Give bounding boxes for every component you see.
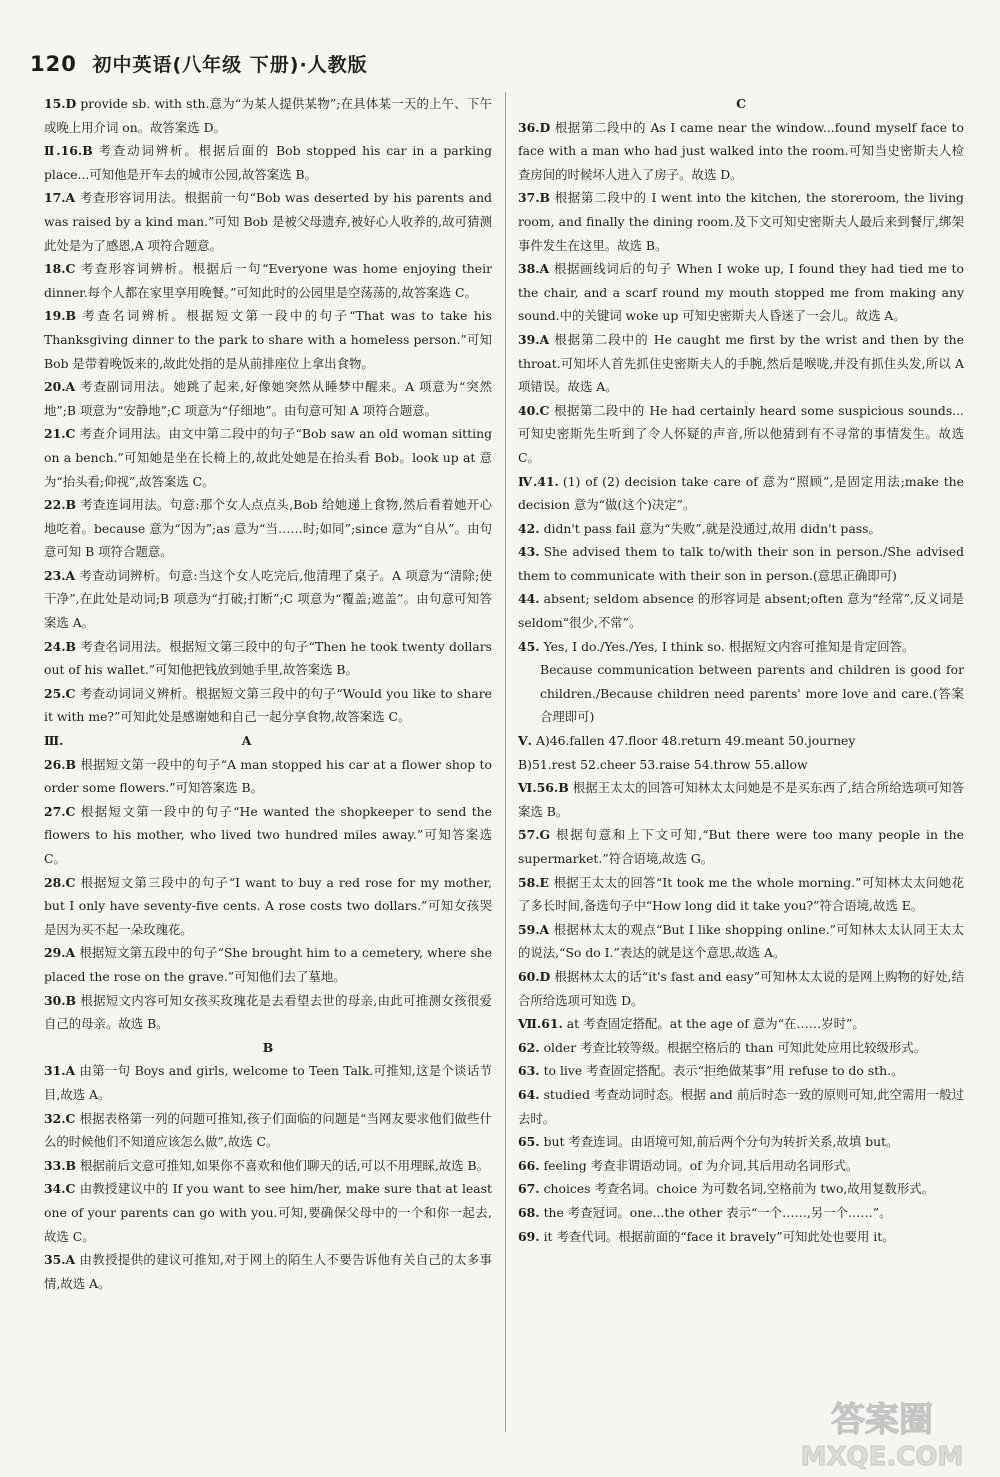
answer-text: 根据短文第五段中的句子“She brought him to a cemetery, where she placed the rose on the grave.”可知他们去了墓地。 [44,945,492,984]
answer-text: 考查名词用法。根据短文第三段中的句子“Then he took twenty dollars out of his wallet.”可知他把钱放到她手里,故答案选 B。 [44,638,492,678]
answer-entry [44,989,492,1036]
answer-number: 17.A [44,190,76,206]
answer-entry [44,375,492,422]
answer-number: 19.B [44,308,77,324]
answer-number: 33.B [44,1157,77,1173]
answer-entry [518,1083,964,1130]
answer-entry [518,1130,964,1154]
answer-text: 考查形容词辨析。根据后一句“Everyone was home enjoying their dinner.每个人都在家里享用晚餐。”可知此时的公园里是空荡荡的,故答案选 C。 [44,261,492,300]
answer-number: 20.A [44,379,76,395]
answer-entry [518,328,964,399]
answer-text: 根据表格第一列的问题可推知,孩子们面临的问题是“当网友要求他们做些什么的时候他们不知道应该怎么做”,故选 C。 [44,1110,492,1150]
answer-entry [44,422,492,493]
answer-entry [44,729,492,753]
answer-entry [518,729,964,753]
answer-text: 考查介词用法。由文中第二段中的句子“Bob saw an old woman sitting on a bench.”可知她是坐在长椅上的,故此处她是在抬头看 Bob。look up at 意为“抬头看;仰视”,故答案选 C。 [44,426,492,489]
answer-text: 由第一句 Boys and girls, welcome to Teen Talk.可推知,这是个谈话节目,故选 A。 [44,1063,492,1102]
answer-text: to live 考查固定搭配。表示“拒绝做某事”用 refuse to do sth.。 [543,1063,904,1079]
answer-text: 根据短文第一段中的句子“A man stopped his car at a flower shop to order some flowers.”可知答案选 B。 [44,756,492,796]
answer-entry [44,564,492,635]
answer-entry [44,1107,492,1154]
answer-number: 43. [518,544,540,560]
answer-number: 29.A [44,945,76,961]
answer-number: Ⅵ.56.B [518,780,569,796]
answer-text: provide sb. with sth.意为“为某人提供某物”;在具体某一天的上午、下午或晚上用介词 on。故答案选 D。 [44,96,492,135]
answer-entry [518,1154,964,1178]
answer-number: 25.C [44,685,76,701]
answer-number: 37.B [518,190,551,206]
answer-number: 58.E [518,874,550,890]
answer-entry [44,186,492,257]
answer-number: 22.B [44,497,77,513]
answer-entry [44,941,492,988]
page-header [30,50,368,77]
answer-text: 考查名词辨析。根据短文第一段中的句子“That was to take his Thanksgiving dinner to the park to share with a homeless person.”可知 Bob 是带着晚饭来的,故此处指的是从前排座位上拿出食物。 [44,308,492,371]
answer-text: 根据句意和上下文可知,“But there were too many people in the supermarket.”符合语境,故选 G。 [518,827,964,866]
answer-text: 考查动词词义辨析。根据短文第三段中的句子“Would you like to share it with me?”可知此处是感谢她和自己一起分享食物,故答案选 C。 [44,685,492,725]
answer-number: 21.C [44,426,76,442]
answer-number: 66. [518,1157,540,1173]
answer-text: at 考查固定搭配。at the age of 意为“在……岁时”。 [566,1016,865,1032]
answer-entry [518,1201,964,1225]
section-heading: C [736,96,746,111]
answer-entry [44,753,492,800]
answer-entry [518,186,964,257]
answer-number: 18.C [44,261,76,277]
answer-number: 36.D [518,119,551,135]
answer-entry [44,800,492,871]
answer-text: 根据第二段中的 He caught me first by the wrist and then by the throat.可知坏人首先抓住史密斯夫人的手腕,然后是喉咙,并没有抓住头发,所以 A 项错误。故选 A。 [518,331,964,395]
answer-text: studied 考查动词时态。根据 and 前后时态一致的原则可知,此空需用一般过去时。 [518,1086,964,1126]
answer-text: didn't pass fail 意为“失败”,就是没通过,故用 didn't pass。 [543,520,881,536]
answer-text: but 考查连词。由语境可知,前后两个分句为转折关系,故填 but。 [543,1134,899,1150]
answer-number: 23.A [44,567,76,583]
answer-text: older 考查比较等级。根据空格后的 than 可知此处应用比较级形式。 [543,1039,927,1055]
answer-text: B)51.rest 52.cheer 53.raise 54.throw 55.allow [518,756,808,772]
answer-entry [518,1177,964,1201]
answer-number: 60.D [518,968,551,984]
answer-number: 67. [518,1181,540,1197]
watermark-logo [772,1393,992,1473]
answer-entry [44,1059,492,1106]
answer-entry [44,1177,492,1248]
answer-entry [518,587,964,634]
answer-entry [44,1248,492,1295]
answer-text: 考查动词辨析。句意:当这个女人吃完后,他清理了桌子。A 项意为“清除;使干净”,在此处是动词;B 项意为“打破;打断”;C 项意为“覆盖;遮盖”。由句意可知答案选 A。 [44,567,492,631]
answer-number: 32.C [44,1110,76,1126]
answer-entry [44,304,492,375]
answer-text: A)46.fallen 47.floor 48.return 49.meant 50.journey [535,733,856,749]
section-heading: A [241,733,252,749]
answer-entry [518,399,964,470]
answer-number: 65. [518,1134,540,1150]
answer-number: 68. [518,1204,540,1220]
answer-entry [518,871,964,918]
answer-text: 由教授建议中的 If you want to see him/her, make sure that at least one of your parents can go with you.可知,要确保父母中的一个和你一起去,故选 C。 [44,1181,492,1244]
answer-text: absent; seldom absence 的形容词是 absent;often 意为“经常”,反义词是 seldom“很少,不常”。 [518,591,964,631]
answer-entry [518,470,964,517]
answer-number: 30.B [44,992,77,1008]
answer-entry [518,116,964,187]
answer-entry [518,257,964,328]
answer-number: 69. [518,1228,540,1244]
answer-entry [518,1012,964,1036]
answer-text: Yes, I do./Yes./Yes, I think so. 根据短文内容可推知是肯定回答。 [543,638,915,654]
answer-text: She advised them to talk to/with their son in person./She advised them to communicate with their son in person.(意思正确即可) [518,544,964,583]
answer-number: 40.C [518,402,550,418]
left-column [44,92,492,1295]
answer-entry [44,635,492,682]
answer-text: Because communication between parents and children is good for children./Because children need parents' more love and care.(答案合理即可) [540,662,964,725]
answer-text: 根据短文内容可知女孩买玫瑰花是去看望去世的母亲,由此可推测女孩很爱自己的母亲。故选 B。 [44,992,492,1032]
answer-entry [44,1154,492,1178]
answer-text: it 考查代词。根据前面的“face it bravely”可知此处也要用 it。 [543,1228,895,1244]
answer-entry [518,658,964,729]
answer-number: 34.C [44,1181,76,1197]
answer-entry [44,493,492,564]
answer-entry [44,139,492,186]
answer-number: 35.A [44,1252,76,1268]
answer-text: 由教授提供的建议可推知,对于网上的陌生人不要告诉他有关自己的太多事情,故选 A。 [44,1252,492,1291]
answer-text: 根据林太太的话“it's fast and easy”可知林太太说的是网上购物的好处,结合所给选项可知选 D。 [518,968,964,1008]
answer-number: Ⅱ.16.B [44,143,93,159]
answer-text: 根据前后文意可推知,如果你不喜欢和他们聊天的话,可以不用理睬,故选 B。 [80,1157,490,1173]
answer-entry [518,753,964,777]
book-title: 初中英语(八年级 下册)·人教版 [92,54,368,76]
answer-number: 63. [518,1063,540,1079]
answer-number: 57.G [518,827,551,843]
answer-entry [518,540,964,587]
answer-number: Ⅳ.41. [518,473,559,489]
answer-entry [44,92,492,139]
answer-number: 31.A [44,1063,76,1079]
section-heading: B [262,1039,274,1055]
answer-text: 根据短文第三段中的句子“I want to buy a red rose for my mother, but I only have seventy-five cents. A rose costs two dollars.”可知女孩哭是因为买不起一朵玫瑰花。 [44,874,492,937]
answer-text: 根据王太太的回答“It took me the whole morning.”可知林太太问她花了多长时间,备选句子中“How long did it take you?”符合语境,故选 E。 [518,874,964,914]
svg-text:MXQE.COM: MXQE.COM [800,1442,964,1472]
answer-text: choices 考查名词。choice 为可数名词,空格前为 two,故用复数形式。 [543,1181,935,1197]
answer-number: 24.B [44,638,77,654]
column-divider [505,92,506,1432]
answer-number: 26.B [44,756,77,772]
answer-text: 考查副词用法。她跳了起来,好像她突然从睡梦中醒来。A 项意为“突然地”;B 项意为“安静地”;C 项意为“仔细地”。由句意可知 A 项符合题意。 [44,379,492,418]
answer-entry [518,517,964,541]
answer-entry [518,635,964,659]
answer-entry [518,1225,964,1249]
answer-text: 考查动词辨析。根据后面的 Bob stopped his car in a parking place...可知他是开车去的城市公园,故答案选 B。 [44,143,492,182]
answer-text: 根据王太太的回答可知林太太问她是不是买东西了,结合所给选项可知答案选 B。 [518,780,964,819]
answer-number: 42. [518,520,540,536]
answer-number: 27.C [44,803,76,819]
answer-text: 根据画线词后的句子 When I woke up, I found they had tied me to the chair, and a scarf round my mouth stopped me from making any sound.中的关键词 woke up 可知史密斯夫人昏迷了一会儿。故选 A。 [518,261,964,324]
answer-number: 64. [518,1086,540,1102]
answer-text: 根据第二段中的 He had certainly heard some suspicious sounds...可知史密斯先生听到了令人怀疑的声音,所以他猜到有不寻常的事情发生。故选 C。 [518,402,964,465]
answer-number: 44. [518,591,540,607]
answer-text: the 考查冠词。one...the other 表示“一个……,另一个……”。 [543,1204,892,1220]
answer-number: 39.A [518,331,550,347]
answer-entry [518,965,964,1012]
answer-entry [518,1059,964,1083]
answer-text: feeling 考查非谓语动词。of 为介词,其后用动名词形式。 [543,1157,859,1173]
answer-entry [44,257,492,304]
answer-number: 38.A [518,261,550,277]
answer-text: 根据第二段中的 I went into the kitchen, the storeroom, the living room, and finally the dining room.及下文可知史密斯夫人最后来到餐厅,绑架事件发生在这里。故选 B。 [518,190,964,253]
page-number: 120 [30,52,77,76]
answer-number: 28.C [44,874,76,890]
answer-entry [518,918,964,965]
answer-number: 45. [518,638,540,654]
answer-entry [44,682,492,729]
answer-entry [518,1036,964,1060]
answer-number: 59.A [518,921,550,937]
answer-number: 62. [518,1039,540,1055]
answer-entry [518,823,964,870]
answer-number: Ⅴ. [518,733,532,749]
answer-text: (1) of (2) decision take care of 意为“照顾”,是固定用法;make the decision 意为“做(这个)决定”。 [518,473,964,513]
answer-number: 15.D [44,96,77,111]
answer-entry [44,871,492,942]
svg-text:答案圈: 答案圈 [831,1400,933,1440]
answer-text: 考查形容词用法。根据前一句“Bob was deserted by his parents and was raised by a kind man.”可知 Bob 是被父母遗弃,被好心人收养的,故可猜测此处是为了感恩,A 项符合题意。 [44,190,492,253]
answer-text: 考查连词用法。句意:那个女人点点头,Bob 给她递上食物,然后看着她开心地吃着。because 意为“因为”;as 意为“当……时;如同”;since 意为“自从”。由句意可知 B 项符合题意。 [44,497,492,560]
answer-number: Ⅶ.61. [518,1016,563,1032]
answer-text: 根据短文第一段中的句子“He wanted the shopkeeper to send the flowers to his mother, who lived two hundred miles away.”可知答案选 C。 [44,803,492,866]
answer-text: 根据林太太的观点“But I like shopping online.”可知林太太认同王太太的说法,“So do I.”表达的就是这个意思,故选 A。 [518,921,964,961]
answer-text: 根据第二段中的 As I came near the window...found myself face to face with a man who had just walked into the room.可知当史密斯夫人检查房间的时候坏人进入了房子。故选 D。 [518,119,964,182]
right-column [518,92,964,1248]
answer-number: Ⅲ. [44,733,64,749]
answer-entry [518,776,964,823]
